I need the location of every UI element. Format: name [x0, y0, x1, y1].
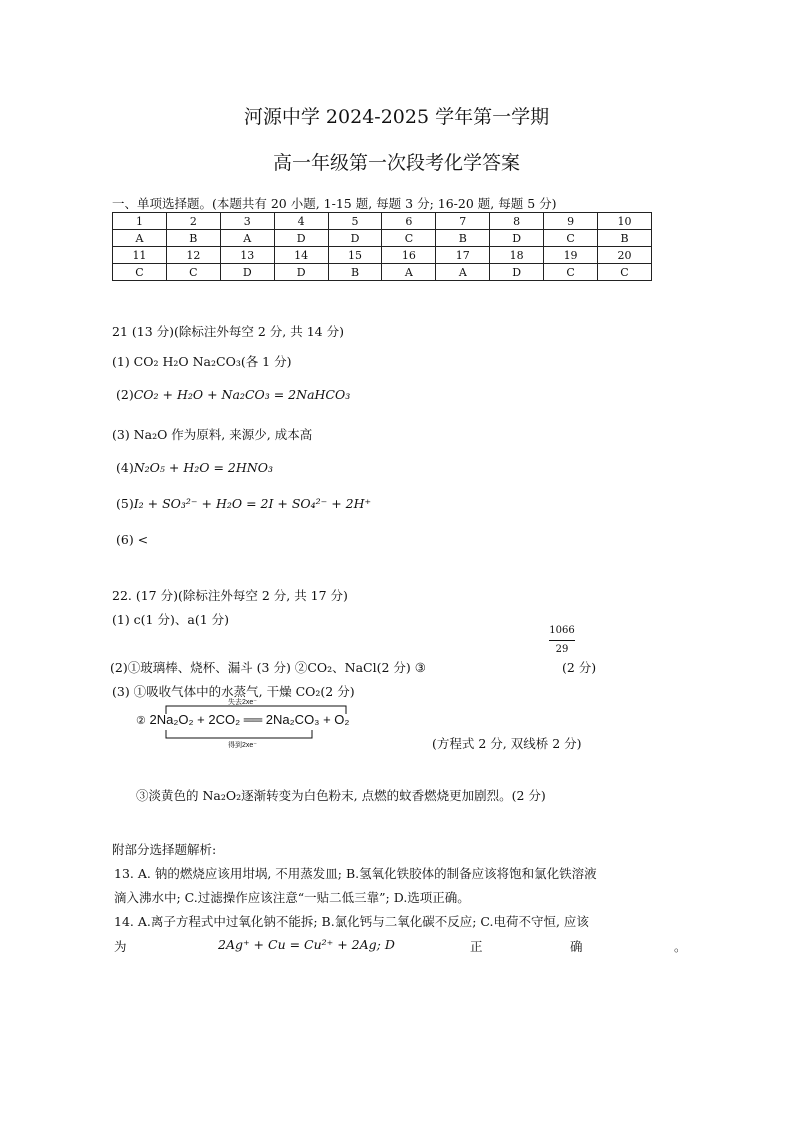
q22-answer-3-3: ③淡黄色的 Na₂O₂逐渐转变为白色粉末, 点燃的蚊香燃烧更加剧烈。(2 分) — [136, 788, 546, 803]
answer-table-row — [113, 213, 652, 230]
section1-heading: 一、单项选择题。(本题共有 20 小题, 1-15 题, 每题 3 分; 16-20 题, 每题 5 分) — [112, 196, 557, 211]
q21-answer-1: (1) CO₂ H₂O Na₂CO₃(各 1 分) — [112, 354, 292, 369]
answer-table-row — [113, 247, 652, 264]
fraction-numerator: 1066 — [549, 625, 575, 636]
q14-explanation-word-2: 确 — [570, 939, 583, 954]
appendix-heading: 附部分选择题解析: — [112, 842, 217, 857]
q22-answer-2-score: (2 分) — [562, 660, 597, 675]
q21-answer-4: (4)N₂O₅ + H₂O = 2HNO₃ — [116, 460, 273, 475]
q14-equation: 2Ag⁺ + Cu = Cu²⁺ + 2Ag; D — [218, 937, 395, 952]
answer-table-row — [113, 264, 652, 281]
answer-table-cell: C — [544, 230, 598, 247]
answer-table-cell: D — [490, 230, 544, 247]
answer-table-cell: A — [436, 264, 490, 281]
q21-equation-2: CO₂ + H₂O + Na₂CO₃ = 2NaHCO₃ — [133, 387, 351, 402]
q21-answer-2: (2)CO₂ + H₂O + Na₂CO₃ = 2NaHCO₃ — [116, 387, 351, 402]
answer-table-cell: 8 — [490, 213, 544, 230]
answer-table-cell: D — [328, 230, 382, 247]
fraction-bar — [549, 640, 575, 641]
answer-table-cell: D — [220, 264, 274, 281]
answer-table-cell: D — [490, 264, 544, 281]
answer-table-cell: C — [544, 264, 598, 281]
answer-table-row — [113, 230, 652, 247]
answer-table — [112, 212, 652, 281]
answer-table-cell: A — [220, 230, 274, 247]
answer-table-cell: 5 — [328, 213, 382, 230]
answer-table-cell: 2 — [166, 213, 220, 230]
answer-table-cell: B — [166, 230, 220, 247]
bridge-lost-label: 失去2xe⁻ — [228, 699, 257, 706]
document-title: 河源中学 2024-2025 学年第一学期 — [243, 106, 550, 128]
answer-table-cell: B — [598, 230, 652, 247]
answer-table-cell: 1 — [113, 213, 167, 230]
answer-table-cell: 6 — [382, 213, 436, 230]
bridge-gain-label: 得到2xe⁻ — [228, 742, 257, 749]
reaction-equation: ② 2Na₂O₂ + 2CO₂ ══ 2Na₂CO₃ + O₂ — [136, 712, 350, 727]
answer-table-cell: 4 — [274, 213, 328, 230]
answer-table-cell: 14 — [274, 247, 328, 264]
answer-table-cell: C — [166, 264, 220, 281]
q22-answer-1: (1) c(1 分)、a(1 分) — [112, 612, 229, 627]
answer-table-cell: 16 — [382, 247, 436, 264]
answer-table-cell: D — [274, 264, 328, 281]
answer-table-cell: A — [382, 264, 436, 281]
answer-table-cell: 19 — [544, 247, 598, 264]
answer-table-cell: D — [274, 230, 328, 247]
answer-table-cell: A — [113, 230, 167, 247]
answer-table-cell: 15 — [328, 247, 382, 264]
answer-table-cell: B — [436, 230, 490, 247]
answer-table-cell: 10 — [598, 213, 652, 230]
answer-table-cell: C — [598, 264, 652, 281]
q22-answer-3: (3) ①吸收气体中的水蒸气, 干燥 CO₂(2 分) — [112, 684, 355, 699]
document-subtitle: 高一年级第一次段考化学答案 — [272, 152, 520, 174]
answer-table-cell: B — [328, 264, 382, 281]
q14-explanation-line2-a: 为 — [114, 939, 127, 954]
q21-answer-6: (6) < — [116, 532, 149, 547]
answer-table-cell: 12 — [166, 247, 220, 264]
q22-fraction — [549, 625, 575, 656]
fraction-denominator: 29 — [555, 644, 569, 655]
answer-table-cell: 7 — [436, 213, 490, 230]
answer-table-cell: 3 — [220, 213, 274, 230]
q21-equation-5: I₂ + SO₃²⁻ + H₂O = 2I + SO₄²⁻ + 2H⁺ — [133, 496, 372, 511]
q22-answer-2: (2)①玻璃棒、烧杯、漏斗 (3 分) ②CO₂、NaCl(2 分) ③ — [110, 660, 426, 675]
q13-explanation-line2: 滴入沸水中; C.过滤操作应该注意“一贴二低三靠”; D.选项正确。 — [114, 890, 470, 905]
q22-heading: 22. (17 分)(除标注外每空 2 分, 共 17 分) — [112, 588, 348, 603]
q13-explanation-line1: 13. A. 钠的燃烧应该用坩埚, 不用蒸发皿; B.氢氧化铁胶体的制备应该将饱和氯化铁溶液 — [114, 866, 597, 881]
answer-table-cell: 18 — [490, 247, 544, 264]
answer-table-cell: 9 — [544, 213, 598, 230]
q21-answer-3: (3) Na₂O 作为原料, 来源少, 成本高 — [112, 427, 313, 442]
answer-table-cell: C — [113, 264, 167, 281]
q21-answer-5: (5)I₂ + SO₃²⁻ + H₂O = 2I + SO₄²⁻ + 2H⁺ — [116, 496, 372, 511]
answer-table-cell: 17 — [436, 247, 490, 264]
q14-explanation-line1: 14. A.离子方程式中过氧化钠不能拆; B.氯化钙与二氧化碳不反应; C.电荷不守恒, 应该 — [114, 914, 589, 929]
answer-table-cell: C — [382, 230, 436, 247]
q21-equation-4: N₂O₅ + H₂O = 2HNO₃ — [133, 460, 273, 475]
answer-table-cell: 20 — [598, 247, 652, 264]
q14-explanation-period: 。 — [674, 939, 687, 954]
double-bridge-equation — [136, 700, 376, 748]
answer-table-cell: 11 — [113, 247, 167, 264]
q14-explanation-word-1: 正 — [470, 939, 483, 954]
equation-score-note: (方程式 2 分, 双线桥 2 分) — [432, 736, 582, 751]
answer-table-cell: 13 — [220, 247, 274, 264]
q21-heading: 21 (13 分)(除标注外每空 2 分, 共 14 分) — [112, 324, 344, 339]
